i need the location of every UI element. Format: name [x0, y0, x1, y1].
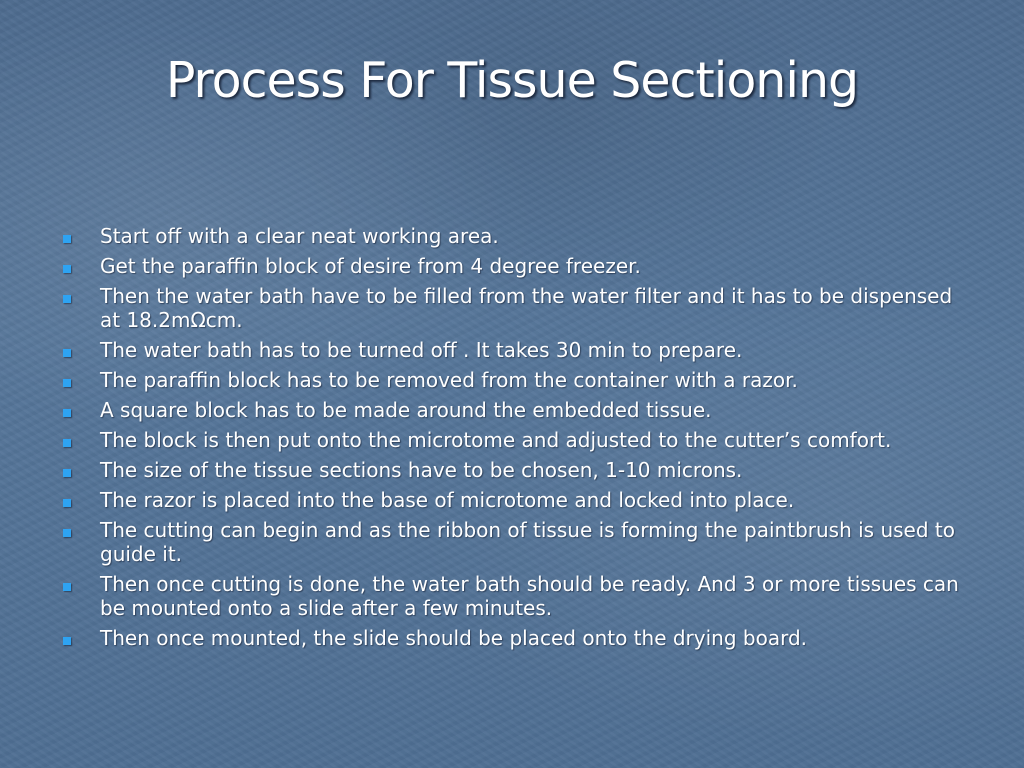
bullet-text: The cutting can begin and as the ribbon of tissue is forming the paintbrush is used to guide it.: [100, 518, 955, 566]
square-bullet-icon: [63, 529, 71, 537]
bullet-item: [60, 626, 960, 650]
bullet-list: [60, 224, 960, 656]
square-bullet-icon: [63, 235, 71, 243]
slide-title: Process For Tissue Sectioning: [165, 52, 859, 109]
bullet-text: The block is then put onto the microtome and adjusted to the cutter’s comfort.: [100, 428, 892, 452]
square-bullet-icon: [63, 499, 71, 507]
square-bullet-icon: [63, 637, 71, 645]
bullet-item: [60, 428, 960, 452]
square-bullet-icon: [63, 379, 71, 387]
bullet-item: [60, 224, 960, 248]
bullet-item: [60, 518, 960, 566]
bullet-text: A square block has to be made around the embedded tissue.: [100, 398, 712, 422]
bullet-item: [60, 398, 960, 422]
square-bullet-icon: [63, 295, 71, 303]
bullet-item: [60, 488, 960, 512]
bullet-item: [60, 284, 960, 332]
bullet-text: Then the water bath have to be filled from the water filter and it has to be dispensed at 18.2mΩcm.: [100, 284, 953, 332]
square-bullet-icon: [63, 469, 71, 477]
bullet-text: Get the paraffin block of desire from 4 degree freezer.: [100, 254, 641, 278]
square-bullet-icon: [63, 439, 71, 447]
square-bullet-icon: [63, 409, 71, 417]
bullet-text: The paraffin block has to be removed from the container with a razor.: [100, 368, 798, 392]
bullet-text: The water bath has to be turned off . It takes 30 min to prepare.: [100, 338, 743, 362]
bullet-text: The size of the tissue sections have to be chosen, 1-10 microns.: [100, 458, 743, 482]
bullet-item: [60, 254, 960, 278]
square-bullet-icon: [63, 265, 71, 273]
square-bullet-icon: [63, 583, 71, 591]
bullet-text: Then once cutting is done, the water bath should be ready. And 3 or more tissues can be mounted onto a slide after a few minutes.: [100, 572, 959, 620]
bullet-text: Start off with a clear neat working area.: [100, 224, 499, 248]
bullet-text: Then once mounted, the slide should be placed onto the drying board.: [100, 626, 808, 650]
bullet-item: [60, 368, 960, 392]
square-bullet-icon: [63, 349, 71, 357]
bullet-text: The razor is placed into the base of microtome and locked into place.: [100, 488, 795, 512]
bullet-item: [60, 338, 960, 362]
bullet-item: [60, 458, 960, 482]
bullet-item: [60, 572, 960, 620]
